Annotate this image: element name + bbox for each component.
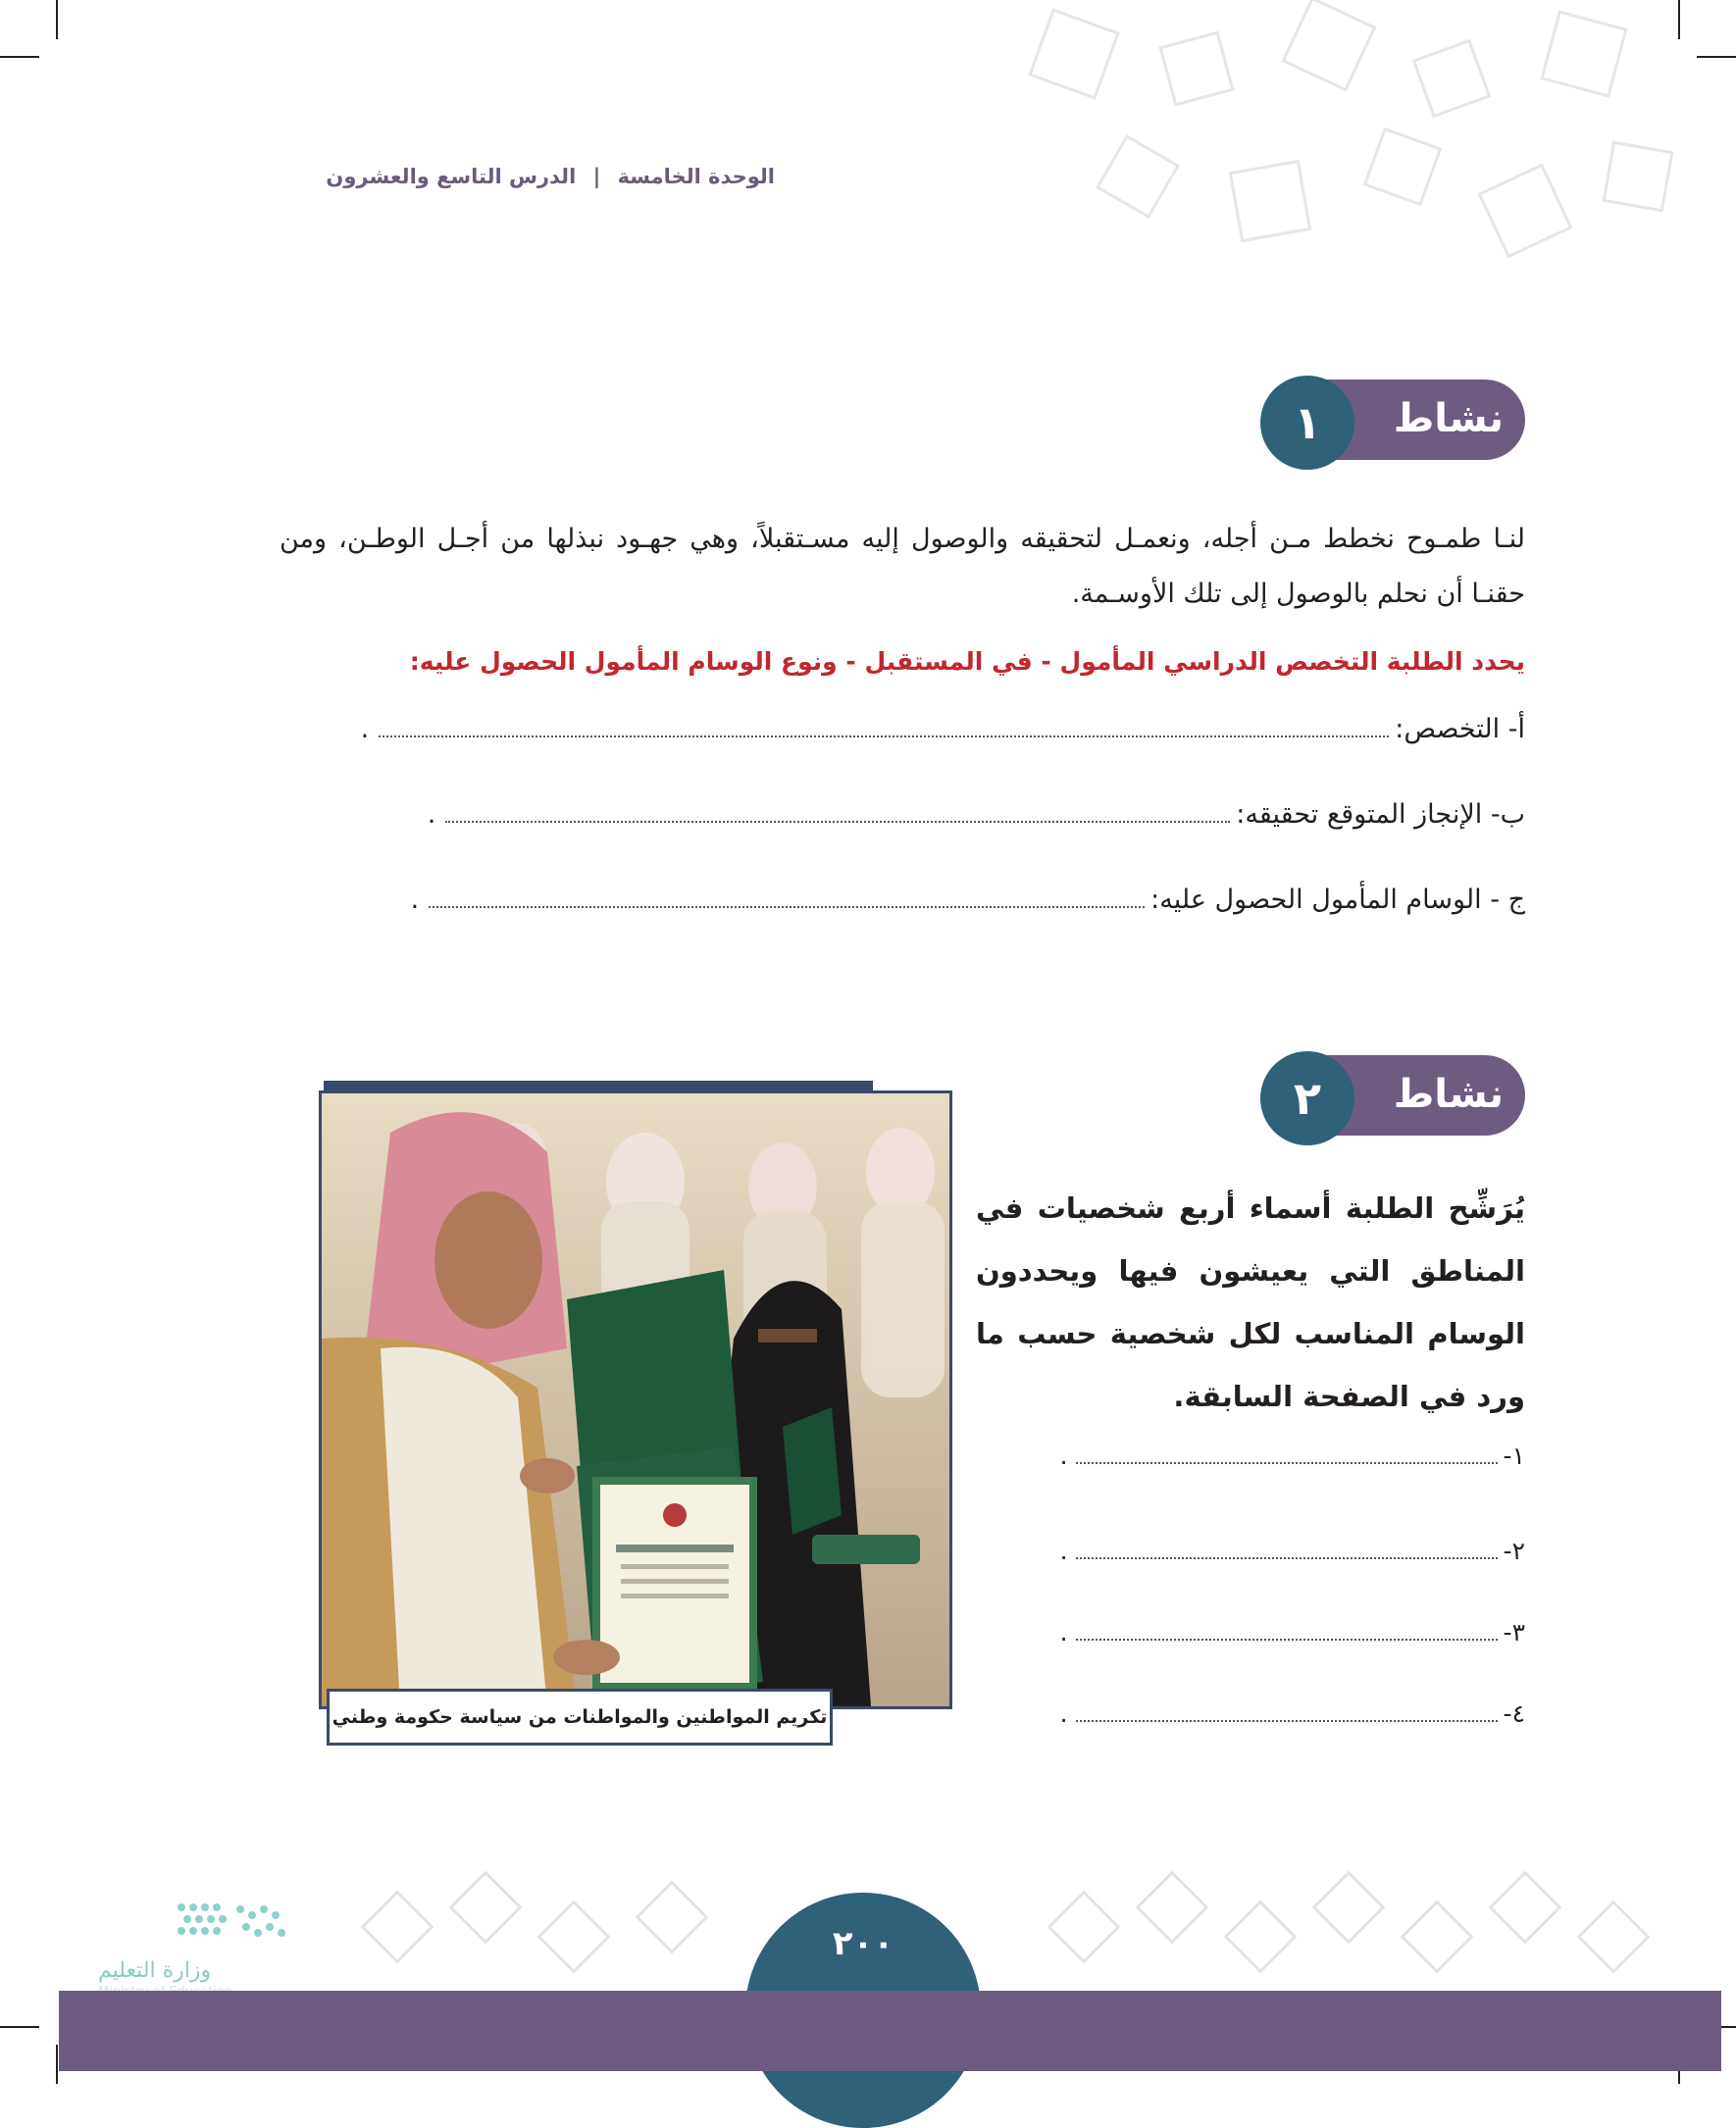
fill-line-specialization bbox=[361, 714, 1525, 744]
nomination-number: ١- bbox=[1503, 1442, 1525, 1470]
fill-line-achievement bbox=[428, 799, 1525, 830]
nomination-line bbox=[1060, 1442, 1525, 1470]
activity-label: نشاط bbox=[1393, 1072, 1504, 1117]
nomination-end: . bbox=[1059, 1699, 1068, 1728]
answer-blank[interactable] bbox=[379, 726, 1389, 737]
ceremony-illustration bbox=[322, 1093, 949, 1706]
fill-line-end: . bbox=[360, 714, 370, 744]
fill-line-medal bbox=[411, 885, 1525, 915]
activity-number: ١ bbox=[1260, 376, 1354, 470]
answer-blank[interactable] bbox=[429, 896, 1145, 908]
nomination-number: ٢- bbox=[1503, 1537, 1525, 1565]
page-number: ٢٠٠ bbox=[832, 1924, 894, 1963]
activity-1-paragraph: لنـا طمـوح نخطط مـن أجله، ونعمـل لتحقيقه والوصول إليه مسـتقبلاً، وهي جهـود نبذلها من أجـل الوطـن، ومن حقنـا أن نحلم بالوصول إلى تلك الأوسـمة. bbox=[280, 524, 1525, 609]
crop-mark bbox=[56, 2045, 58, 2084]
answer-blank[interactable] bbox=[1076, 1547, 1498, 1559]
crop-mark bbox=[56, 0, 58, 39]
crop-mark bbox=[0, 2026, 39, 2028]
photo-top-bar bbox=[324, 1081, 873, 1090]
page-header bbox=[284, 165, 775, 188]
nomination-end: . bbox=[1059, 1537, 1068, 1565]
activity-label: نشاط bbox=[1393, 396, 1504, 441]
answer-blank[interactable] bbox=[1076, 1629, 1498, 1641]
decorative-pattern bbox=[1000, 0, 1707, 324]
nomination-end: . bbox=[1059, 1618, 1068, 1647]
activity-1-badge bbox=[1260, 376, 1525, 470]
ceremony-photo bbox=[319, 1090, 952, 1709]
nomination-end: . bbox=[1059, 1442, 1068, 1470]
nomination-line bbox=[1060, 1537, 1525, 1565]
fill-line-label: ج - الوسام المأمول الحصول عليه: bbox=[1150, 885, 1525, 915]
fill-line-label: ب- الإنجاز المتوقع تحقيقه: bbox=[1236, 799, 1525, 830]
nomination-number: ٤- bbox=[1503, 1699, 1525, 1728]
activity-1-instruction: يحدد الطلبة التخصص الدراسي المأمول - في المستقبل - ونوع الوسام المأمول الحصول عليه: bbox=[409, 647, 1525, 676]
fill-line-end: . bbox=[427, 799, 436, 830]
activity-2-paragraph: يُرَشِّح الطلبة أسماء أربع شخصيات في المناطق التي يعيشون فيها ويحددون الوسام المناسب لكل شخصية حسب ما ورد في الصفحة السابقة. bbox=[976, 1191, 1525, 1413]
activity-2-badge bbox=[1260, 1051, 1525, 1145]
fill-line-label: أ- التخصص: bbox=[1395, 714, 1525, 744]
crop-mark bbox=[0, 56, 39, 58]
answer-blank[interactable] bbox=[445, 811, 1230, 823]
footer-bar bbox=[59, 1991, 1721, 2071]
nomination-line bbox=[1060, 1699, 1525, 1728]
photo-caption: تكريم المواطنين والمواطنات من سياسة حكومة وطني bbox=[327, 1689, 833, 1746]
answer-blank[interactable] bbox=[1076, 1710, 1498, 1722]
lesson-title: الدرس التاسع والعشرون bbox=[326, 165, 577, 188]
answer-blank[interactable] bbox=[1076, 1452, 1498, 1464]
unit-title: الوحدة الخامسة bbox=[617, 165, 775, 188]
header-separator: | bbox=[592, 165, 601, 188]
activity-number: ٢ bbox=[1260, 1051, 1354, 1145]
nomination-line bbox=[1060, 1618, 1525, 1647]
ministry-name: وزارة التعليم bbox=[98, 1958, 212, 1983]
fill-line-end: . bbox=[410, 885, 420, 915]
nomination-number: ٣- bbox=[1503, 1618, 1525, 1647]
